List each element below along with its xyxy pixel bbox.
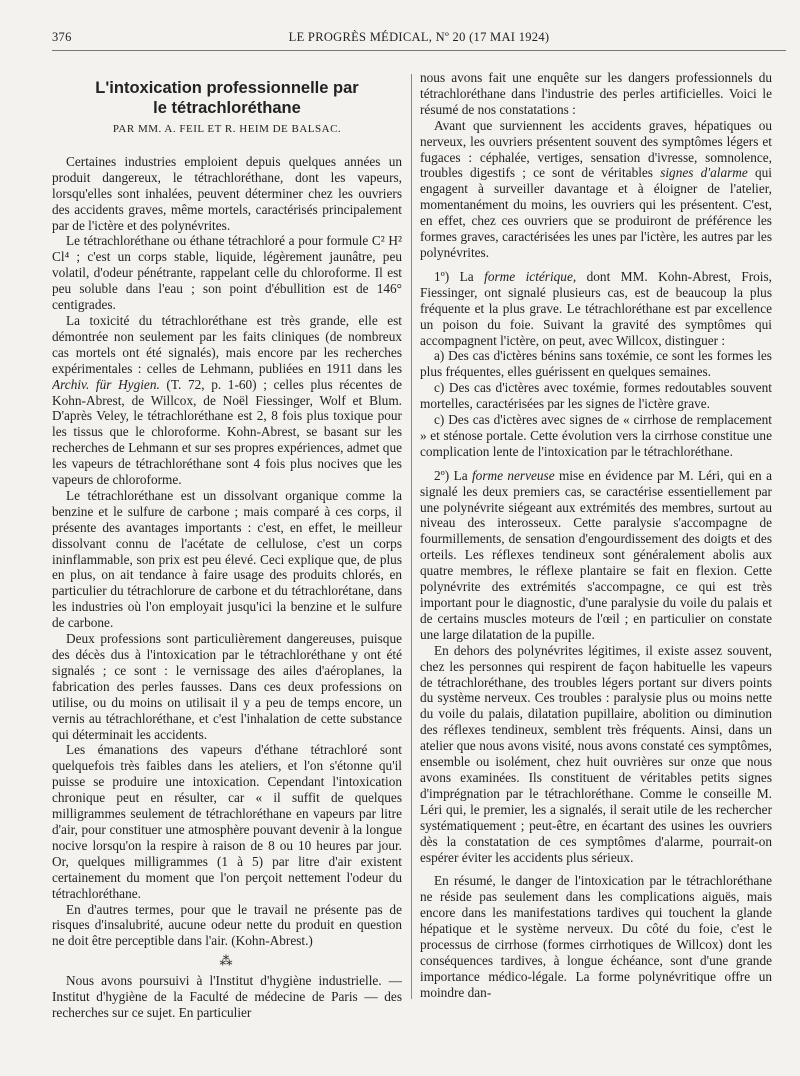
page-header <box>52 30 786 48</box>
paragraph: En d'autres termes, pour que le travail ne présente pas de risques d'insalubrité, aucune odeur nette du produit en question ne doit être perceptible dans l'air. (Kohn-Abrest.) <box>52 901 402 949</box>
article-title-line-1: L'intoxication professionnelle par <box>95 79 359 97</box>
paragraph: En résumé, le danger de l'intoxication par le tétrachloréthane ne réside pas seulement dans les complications aiguës, mais encore dans les manifestations tardives qui touchent la glande hépatique et le système nerveux. Du côté du foie, c'est le processus de cirrhose (formes cirrhotiques de Willcox) dont les conséquences tardives, à longue échéance, sont d'une grande importance médico-légale. La forme polynévritique offre un moindre dan- <box>420 873 772 1000</box>
paragraph: Avant que surviennent les accidents graves, hépatiques ou nerveux, les ouvriers présentent souvent des symptômes légers et fugaces : céphalée, vertiges, sensation d'ivresse, somnolence, troubles digestifs ; ce sont de véritables signes d'alarme qui engagent à surveiller davantage et à éloigner de l'atelier, momentanément du moins, les ouvriers qui les présentent. C'est, en effet, chez ces ouvriers que se produiront de préférence les formes graves, caractérisées les unes par l'ictère, les autres par les polynévrites. <box>420 117 772 260</box>
paragraph: La toxicité du tétrachloréthane est très grande, elle est démontrée non seulement par les faits cliniques (de nombreux cas mortels ont été signalés), mais encore par les recherches expérimentales : celles de Lehmann, publiées en 1911 dans les Archiv. für Hygien. (T. 72, p. 1-60) ; celles plus récentes de Kohn-Abrest, de Willcox, de Noël Fiessinger, Wolf et Blum. D'après Veley, le tétrachloréthane est 2, 8 fois plus toxique pour les tissus que le chloroforme. Kohn-Abrest, se basant sur les recherches de Lehmann et sur ses propres expériences, admet que les vapeurs de tétrachloréthane sont 4 fois plus nocives que les vapeurs de chloroforme. <box>52 312 402 488</box>
column-divider <box>411 74 412 999</box>
paragraph: nous avons fait une enquête sur les dangers professionnels du tétrachloréthane dans l'industrie des perles artificielles. Voici le résumé de nos constatations : <box>420 70 772 117</box>
paragraph: Certaines industries emploient depuis quelques années un produit dangereux, le tétrachloréthane, dont les vapeurs, lorsqu'elles sont inhalées, peuvent déterminer chez les ouvriers des accidents graves, même mortels, caractérisés principalement par de l'ictère et des polynévrites. <box>52 153 402 233</box>
paragraph: Le tétrachloréthane ou éthane tétrachloré a pour formule C² H² Cl⁴ ; c'est un corps stable, liquide, légèrement jaunâtre, peu volatil, d'odeur pénétrante, rappelant celle du chloroforme. Il est peu soluble dans l'eau ; son point d'ébullition est de 146° centigrades. <box>52 233 402 313</box>
left-column <box>52 70 402 1020</box>
paragraph: Deux professions sont particulièrement dangereuses, puisque des décès dus à l'intoxication par le tétrachloréthane y ont été signalés ; ce sont : le vernissage des ailes d'aéroplanes, la fabrication des perles fausses. Dans ces deux professions on utilise, ou du moins on utilisait il y a peu de temps encore, un vernis au tétrachloréthane, et c'est l'inhalation de cette substance qui déterminait les accidents. <box>52 631 402 742</box>
spacer <box>420 460 772 468</box>
paragraph: Les émanations des vapeurs d'éthane tétrachloré sont quelquefois très faibles dans les ateliers, et l'on s'étonne qu'il puisse se produire une intoxication. Cependant l'intoxication chronique peut en résulter, car « il suffit de quelques milligrammes seulement de tétrachloréthane en vapeurs par litre d'air, pour constituer une atmosphère pouvant devenir à la longue nocive lorsqu'on la respire à raison de 8 ou 10 heures par jour. Or, quelques milligrammes (1 à 5) par litre d'air existent certainement du moment que l'on perçoit nettement l'odeur du tétrachloréthane. <box>52 742 402 901</box>
emphasis-forme-nerveuse: forme nerveuse <box>471 467 555 483</box>
paragraph: 1º) La forme ictérique, dont MM. Kohn-Abrest, Frois, Fiessinger, ont signalé plusieurs cas, est de beaucoup la plus fréquente et la plus grave. Le tétrachloréthane est par excellence un poison du foie. Suivant la gravité des symptômes qui accompagnent l'ictère, on peut, avec Willcox, distinguer : <box>420 268 772 348</box>
right-column <box>420 70 772 1020</box>
spacer <box>420 261 772 269</box>
paragraph: Le tétrachloréthane est un dissolvant organique comme la benzine et le sulfure de carbone ; mais comparé à ces corps, il présente des avantages importants : c'est, en effet, le meilleur dissolvant connu de l'acétate de cellulose, c'est un corps ininflammable, son prix est peu élevé. Ceci explique que, de plus en plus, on ait tendance à faire usage des produits chlorés, en particulier du tétrachlorure de carbone et du tétrachlorétane, dans les industries où l'on employait jusqu'ici la benzine et le sulfure de carbone. <box>52 487 402 631</box>
article-byline: PAR MM. A. FEIL ET R. HEIM DE BALSAC. <box>112 123 342 135</box>
paragraph: 2º) La forme nerveuse mise en évidence par M. Léri, qui en a signalé les deux premiers cas, se caractérise essentiellement par une polynévrite siégeant aux extrémités des membres, surtout au niveau des interosseux. Cette paralysie s'accompagne de fourmillements, de sensation d'engourdissement des doigts et des orteils. Les réflexes tendineux sont généralement abolis aux quatre membres, le réflexe plantaire se fait en flexion. Cette polynévrite des extrémités s'accompagne, ce qui est très important pour le diagnostic, d'une paralysie du voile du palais et de certains muscles moteurs de l'œil ; en particulier on constate une large dilatation de la pupille. <box>420 467 772 642</box>
article-title-line-2: le tétrachloréthane <box>153 99 301 117</box>
emphasis-signes-alarme: signes d'alarme <box>660 165 748 181</box>
paragraph: Nous avons poursuivi à l'Institut d'hygiène industrielle. — Institut d'hygiène de la Faculté de médecine de Paris — des recherches sur ce sujet. En particulier <box>52 973 402 1020</box>
article-title <box>52 78 402 118</box>
header-rule <box>52 50 786 51</box>
journal-citation: Archiv. für Hygien. <box>52 376 160 392</box>
list-item: c) Des cas d'ictères avec signes de « cirrhose de remplacement » et sténose portale. Cette évolution vers la cirrhose constitue une complication lente de l'intoxication par le tétrachloréthane. <box>420 412 772 459</box>
paragraph: En dehors des polynévrites légitimes, il existe assez souvent, chez les personnes qui respirent de façon habituelle les vapeurs de tétrachloréthane, des troubles légers portant sur divers points du système nerveux. Ces troubles : paralysie plus ou moins nette du voile du palais, dilatation pupillaire, abolition ou diminution des réflexes tendineux, semblent très fréquents. Ainsi, dans un atelier que nous avons visité, nous avons constaté ces symptômes, ensemble ou isolément, chez huit ouvrières sur onze que nous avons examinées. Ils constituent de véritables petits signes d'imprégnation par le tétrachloréthane. Comme le conseille M. Léri qui, le premier, les a signalés, il serait utile de les rechercher systématiquement ; peut-être, en écartant des usines les ouvriers dès la constatation de ces symptômes d'alarme, pourrait-on espérer éviter les accidents plus sérieux. <box>420 642 772 865</box>
spacer <box>420 865 772 873</box>
list-item: a) Des cas d'ictères bénins sans toxémie, ce sont les formes les plus fréquentes, elles guérissent en quelques semaines. <box>420 348 772 380</box>
section-separator-asterism: ⁂ <box>219 953 235 969</box>
emphasis-forme-icterique: forme ictérique <box>484 268 573 284</box>
list-item: c) Des cas d'ictères avec toxémie, formes redoutables souvent mortelles, caractérisées par les signes de l'ictère grave. <box>420 380 772 412</box>
running-title: LE PROGRÈS MÉDICAL, Nº 20 (17 MAI 1924) <box>288 30 550 44</box>
page-number: 376 <box>52 30 72 44</box>
